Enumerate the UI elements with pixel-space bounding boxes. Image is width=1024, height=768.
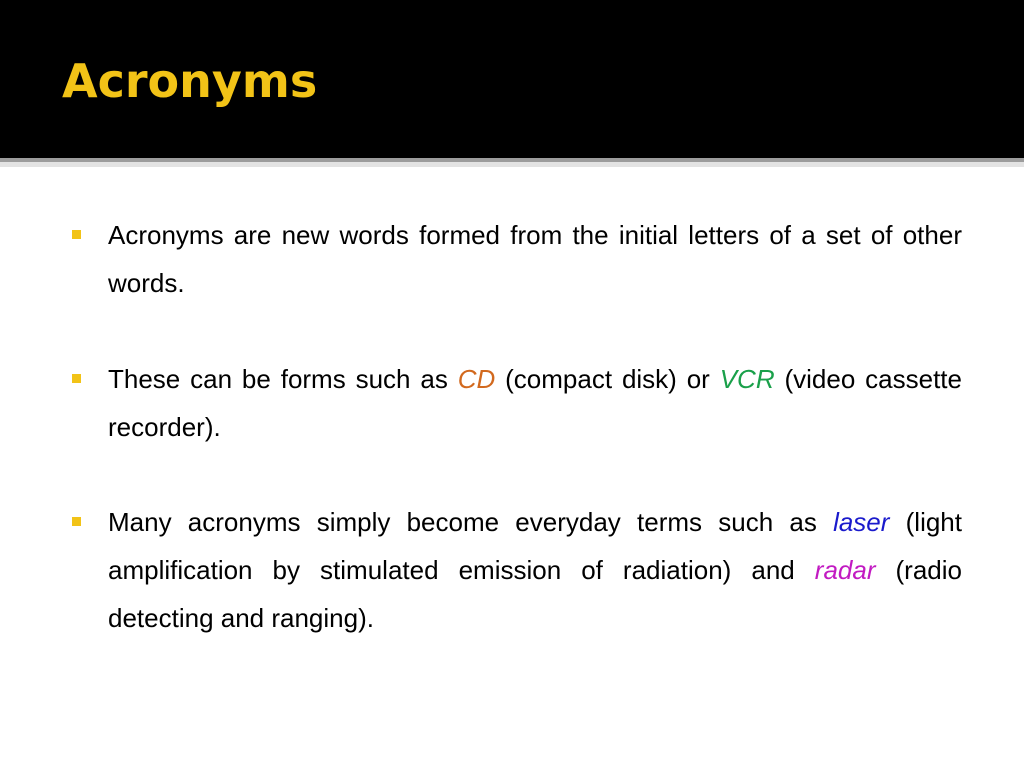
bullet-text <box>108 211 962 307</box>
term-vcr: VCR <box>719 364 775 394</box>
bullet-text <box>108 355 962 451</box>
bullet-square-icon <box>72 517 81 526</box>
bullet-item-everyday-terms <box>72 498 962 642</box>
bullet-examples-lead: These can be forms such as <box>108 364 458 394</box>
bullet-square-icon <box>72 374 81 383</box>
bullet-everyday-tail: (radio detecting and ranging). <box>108 555 962 633</box>
bullet-item-examples <box>72 355 962 451</box>
slide-title: Acronyms <box>62 54 318 108</box>
bullet-everyday-mid: (light amplification by stimulated emission of radiation) and <box>108 507 962 585</box>
bullet-square-icon <box>72 230 81 239</box>
bullet-examples-tail: (video cassette recorder). <box>108 364 962 442</box>
term-laser: laser <box>833 507 890 537</box>
bullet-examples-mid: (compact disk) or <box>495 364 720 394</box>
bullet-everyday-lead: Many acronyms simply become everyday terms such as <box>108 507 834 537</box>
bullet-item-definition <box>72 211 962 307</box>
term-cd: CD <box>457 364 496 394</box>
bullet-text <box>108 498 962 642</box>
term-radar: radar <box>814 555 876 585</box>
bullet-definition-text: Acronyms are new words formed from the initial letters of a set of other words. <box>108 220 962 298</box>
